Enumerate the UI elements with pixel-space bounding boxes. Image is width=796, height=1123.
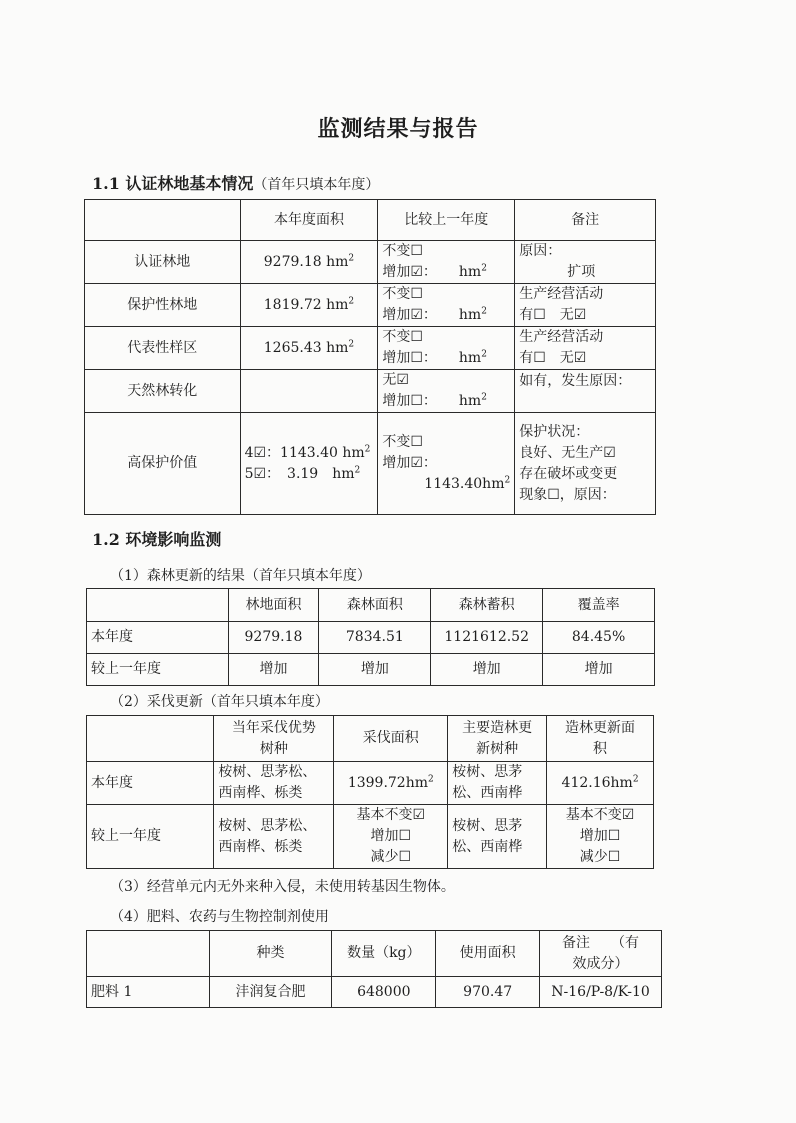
table-cell: 7834.51 bbox=[319, 622, 431, 654]
remark-line: 保护状况： bbox=[519, 423, 590, 440]
table-header-cell: 当年采伐优势 树种 bbox=[214, 716, 334, 762]
table-header-cell bbox=[87, 589, 229, 622]
remark-line: 生产经营活动 bbox=[519, 286, 604, 302]
compare-unchanged: 不变☐ bbox=[382, 286, 423, 302]
table-header-cell: 种类 bbox=[209, 931, 332, 977]
table2-caption: （2）采伐更新（首年只填本年度） bbox=[110, 694, 329, 710]
row-label: 高保护价值 bbox=[85, 413, 241, 515]
row-label: 本年度 bbox=[87, 622, 229, 654]
table-cell: 970.47 bbox=[436, 977, 540, 1008]
remark-line: 良好、无生产☑ bbox=[519, 444, 616, 461]
compare-increase: 增加☐： bbox=[382, 350, 437, 366]
row-label: 较上一年度 bbox=[87, 805, 214, 869]
area-cell: 1265.43 $hm^2$ bbox=[240, 327, 378, 370]
remark-line: 有☐ 无☑ bbox=[519, 307, 587, 323]
section-1-1-heading bbox=[92, 171, 379, 194]
table-header-cell: 本年度面积 bbox=[240, 200, 378, 241]
table-cell: 9279.18 bbox=[228, 622, 319, 654]
table-cell: 增加 bbox=[228, 654, 319, 686]
hcv-area-5: 5☑： 3.19 hm bbox=[244, 465, 355, 482]
compare-unit: hm bbox=[458, 350, 482, 366]
table-header-cell: 森林蓄积 bbox=[431, 589, 543, 622]
renewal-area: 412.16hm bbox=[561, 774, 633, 791]
remark-cell bbox=[515, 370, 656, 413]
table-cell: 增加 bbox=[319, 654, 431, 686]
table-cell: 648000 bbox=[332, 977, 436, 1008]
compare-increase: 增加☑： bbox=[382, 307, 437, 323]
table-cell: 基本不变☑ 增加☐ 减少☐ bbox=[547, 805, 654, 869]
table-cell: 桉树、思茅 松、西南桦 bbox=[448, 762, 547, 805]
remark-line: 有☐ 无☑ bbox=[519, 350, 587, 366]
table-row bbox=[85, 327, 656, 370]
remark-cell bbox=[515, 413, 656, 515]
table-header-cell bbox=[87, 931, 210, 977]
forest-renewal-table bbox=[86, 588, 655, 686]
remark-cell bbox=[515, 284, 656, 327]
table-header-cell bbox=[85, 200, 241, 241]
row-label: 本年度 bbox=[87, 762, 214, 805]
compare-cell: 不变☐ 增加☑： $hm^2$ bbox=[378, 241, 515, 284]
table-row bbox=[85, 241, 656, 284]
remark-line: 原因： bbox=[519, 243, 562, 259]
row-label: 肥料 1 bbox=[87, 977, 210, 1008]
compare-increase: 增加☐： bbox=[382, 393, 437, 409]
compare-unchanged: 不变☐ bbox=[382, 329, 423, 345]
table-cell: 84.45% bbox=[543, 622, 655, 654]
table-header-cell bbox=[87, 716, 214, 762]
area-cell: 9279.18 $hm^2$ bbox=[240, 241, 378, 284]
item3-text: （3）经营单元内无外来种入侵，未使用转基因生物体。 bbox=[110, 879, 455, 895]
row-label: 代表性样区 bbox=[85, 327, 241, 370]
table-cell: 1121612.52 bbox=[431, 622, 543, 654]
table-cell: 沣润复合肥 bbox=[209, 977, 332, 1008]
table-row-hcv bbox=[85, 413, 656, 515]
table-header-row bbox=[85, 200, 656, 241]
table4-caption: （4）肥料、农药与生物控制剂使用 bbox=[110, 909, 329, 925]
table-cell: $412.16hm^2$ bbox=[547, 762, 654, 805]
area-cell bbox=[240, 370, 378, 413]
table-row bbox=[87, 977, 662, 1008]
remark-cell bbox=[515, 241, 656, 284]
area-value: 9279.18 hm bbox=[263, 253, 349, 270]
compare-unchanged: 不变☐ bbox=[382, 243, 423, 259]
compare-cell: 无☑ 增加☐： $hm^2$ bbox=[378, 370, 515, 413]
forest-basic-table bbox=[84, 199, 656, 515]
row-label: 天然林转化 bbox=[85, 370, 241, 413]
remark-line: 存在破坏或变更 bbox=[519, 465, 618, 482]
compare-increase-value: 1143.40hm bbox=[424, 476, 505, 492]
table-header-cell: 主要造林更 新树种 bbox=[448, 716, 547, 762]
table-header-cell: 比较上一年度 bbox=[378, 200, 515, 241]
remark-line: 现象☐，原因： bbox=[519, 486, 616, 503]
table-cell: $1399.72hm^2$ bbox=[334, 762, 448, 805]
remark-line: 扩项 bbox=[567, 264, 596, 280]
compare-cell: 不变☐ 增加☑： $1143.40hm^2$ bbox=[378, 413, 515, 515]
remark-line: 生产经营活动 bbox=[519, 329, 604, 345]
table-header-cell: 数量（kg） bbox=[332, 931, 436, 977]
area-value: 1265.43 hm bbox=[263, 339, 349, 356]
table-row bbox=[87, 622, 655, 654]
compare-cell: 不变☐ 增加☑： $hm^2$ bbox=[378, 284, 515, 327]
compare-cell: 不变☐ 增加☐： $hm^2$ bbox=[378, 327, 515, 370]
table-cell: 增加 bbox=[543, 654, 655, 686]
table-header-cell: 森林面积 bbox=[319, 589, 431, 622]
table-header-cell: 备注 （有 效成分） bbox=[540, 931, 662, 977]
compare-increase: 增加☑： bbox=[382, 264, 437, 280]
compare-increase: 增加☑： bbox=[382, 455, 437, 471]
table-header-row bbox=[87, 716, 654, 762]
fertilizer-table bbox=[86, 930, 662, 1008]
section-1-1-note: （首年只填本年度） bbox=[253, 177, 380, 193]
compare-unit: hm bbox=[458, 307, 482, 323]
compare-unchanged: 不变☐ bbox=[382, 434, 423, 450]
compare-none: 无☑ bbox=[382, 372, 409, 388]
table-header-cell: 备注 bbox=[515, 200, 656, 241]
row-label: 认证林地 bbox=[85, 241, 241, 284]
hcv-area-4: 4☑：1143.40 hm bbox=[244, 444, 365, 461]
compare-unit: hm bbox=[458, 393, 482, 409]
hcv-area-cell: 4☑：1143.40 $hm^2$ 5☑： 3.19 $hm^2$ bbox=[240, 413, 378, 515]
table-header-cell: 使用面积 bbox=[436, 931, 540, 977]
area-cell: 1819.72 $hm^2$ bbox=[240, 284, 378, 327]
table-header-cell: 采伐面积 bbox=[334, 716, 448, 762]
row-label: 保护性林地 bbox=[85, 284, 241, 327]
table-row bbox=[87, 762, 654, 805]
table-row bbox=[87, 654, 655, 686]
table-header-cell: 覆盖率 bbox=[543, 589, 655, 622]
table-cell: N-16/P-8/K-10 bbox=[540, 977, 662, 1008]
table-row bbox=[85, 370, 656, 413]
table-row bbox=[87, 805, 654, 869]
area-value: 1819.72 hm bbox=[263, 296, 349, 313]
row-label: 较上一年度 bbox=[87, 654, 229, 686]
compare-unit: hm bbox=[458, 264, 482, 280]
table-cell: 增加 bbox=[431, 654, 543, 686]
table-header-cell: 林地面积 bbox=[228, 589, 319, 622]
table-cell: 桉树、思茅 松、西南桦 bbox=[448, 805, 547, 869]
remark-cell bbox=[515, 327, 656, 370]
table-cell: 基本不变☑ 增加☐ 减少☐ bbox=[334, 805, 448, 869]
table-header-row bbox=[87, 589, 655, 622]
table-header-row bbox=[87, 931, 662, 977]
table-cell: 桉树、思茅松、 西南桦、栎类 bbox=[214, 762, 334, 805]
section-1-1-title: 1.1 认证林地基本情况 bbox=[92, 174, 254, 193]
table-cell: 桉树、思茅松、 西南桦、栎类 bbox=[214, 805, 334, 869]
harvest-area: 1399.72hm bbox=[347, 774, 428, 791]
harvest-renewal-table bbox=[86, 715, 654, 869]
page-title: 监测结果与报告 bbox=[317, 116, 479, 142]
table-header-cell: 造林更新面 积 bbox=[547, 716, 654, 762]
section-1-2-heading: 1.2 环境影响监测 bbox=[92, 530, 222, 549]
remark-line: 如有，发生原因： bbox=[519, 373, 632, 389]
table1-caption: （1）森林更新的结果（首年只填本年度） bbox=[110, 568, 371, 584]
table-row bbox=[85, 284, 656, 327]
